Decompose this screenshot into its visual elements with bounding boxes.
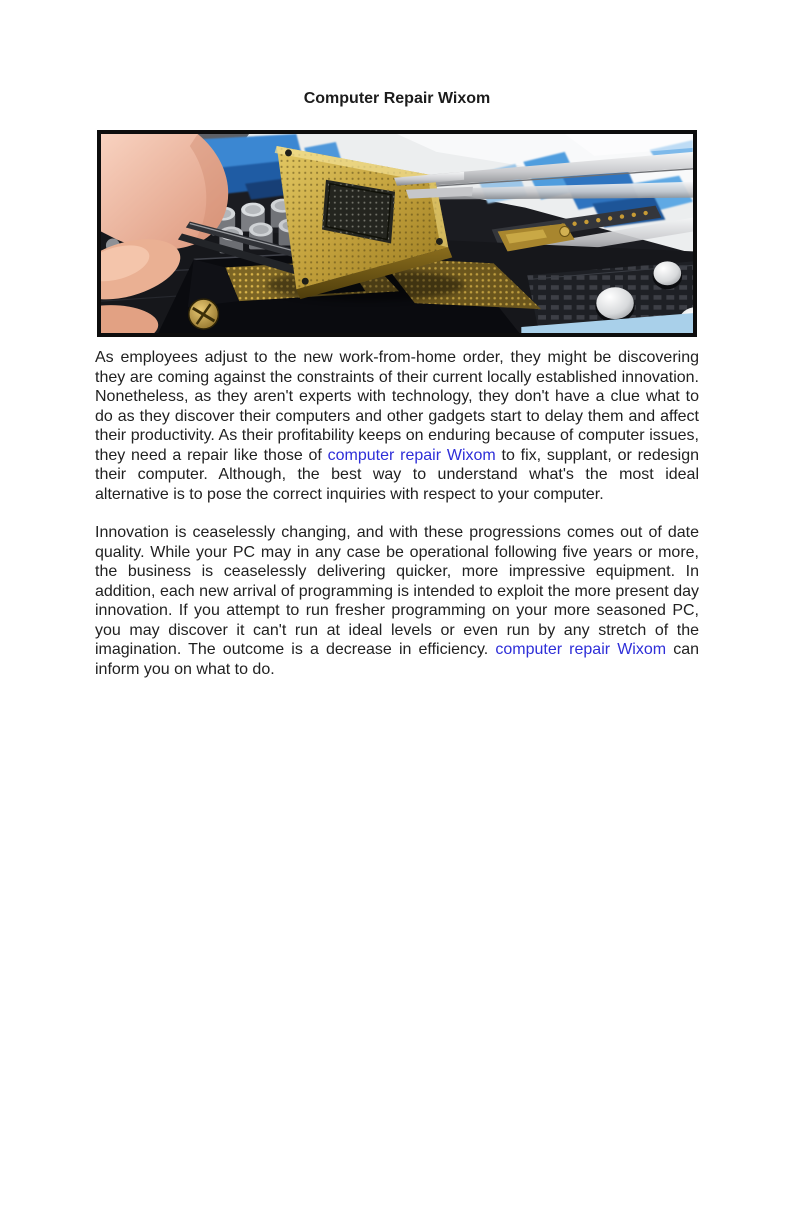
paragraph-2-text-pre: Innovation is ceaselessly changing, and with these progressions comes out of date quality. While your PC may in any case be operational following five years or more, the business is ceaselessly delivering quicker, more impressive equipment. In addition, each new arrival of programming is intended to exploit the more present day innovation. If you attempt to run fresher programming on your more seasoned PC, you may discover it can't run at ideal levels or even run by any stretch of the imagination. The outcome is a decrease in efficiency. (95, 524, 699, 658)
paragraph-1 (95, 348, 699, 504)
cpu-repair-photo (97, 130, 697, 337)
article-body (95, 348, 699, 679)
computer-repair-wixom-link-2[interactable]: computer repair Wixom (495, 641, 667, 658)
paragraph-2 (95, 523, 699, 679)
paragraph-1-text-pre: As employees adjust to the new work-from-home order, they might be discovering they are coming against the constraints of their current locally established innovation. Nonetheless, as they aren't experts with technology, they don't have a clue what to do as they discover their computers and other gadgets start to delay them and affect their productivity. As their profitability keeps on enduring because of computer issues, they need a repair like those of (95, 349, 699, 464)
paragraph-2-text-post: can inform you on what to do. (95, 641, 700, 678)
document-page (0, 89, 794, 1211)
computer-repair-wixom-link-1[interactable]: computer repair Wixom (327, 446, 496, 464)
cpu-repair-photo-illustration (101, 134, 693, 333)
page-title: Computer Repair Wixom (303, 90, 491, 107)
paragraph-1-text-post: to fix, supplant, or redesign their computer. Although, the best way to understand what's the most ideal alternative is to pose the correct inquiries with respect to your computer. (95, 446, 699, 503)
